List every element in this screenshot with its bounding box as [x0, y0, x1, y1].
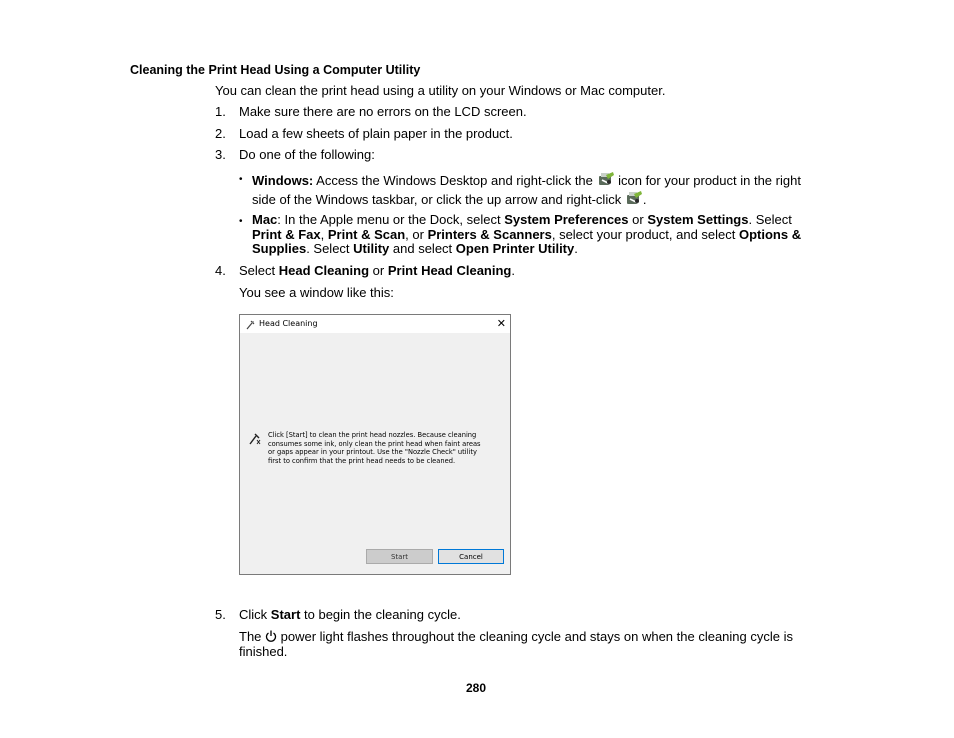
step-5-text: [239, 607, 461, 622]
dialog-titlebar: [240, 315, 510, 333]
step-5-bold: Start: [270, 607, 301, 622]
mac-text: . Select: [748, 212, 792, 227]
step-5-follow-part: power light flashes throughout the cleaning cycle and stays on when the cleaning cycle is finished.: [239, 629, 793, 659]
brush-icon: [246, 318, 256, 333]
cancel-button[interactable]: Cancel: [438, 549, 504, 564]
bullet-windows: [252, 171, 812, 209]
mac-text: , or: [405, 226, 428, 242]
power-icon: [265, 630, 277, 642]
mac-text: .: [574, 241, 578, 256]
mac-bold: System Preferences: [504, 212, 629, 227]
step-1-text: Make sure there are no errors on the LCD screen.: [239, 104, 527, 119]
step-2-number: 2.: [215, 126, 226, 141]
bullet-dot: •: [239, 174, 243, 185]
printer-utility-icon: [625, 190, 643, 208]
step-5-part: Click: [239, 607, 271, 622]
windows-text-c: .: [642, 192, 647, 207]
mac-text: , select your product, and select: [551, 226, 739, 242]
close-icon[interactable]: ✕: [496, 317, 506, 330]
mac-bold: Printers & Scanners: [427, 226, 552, 242]
page-number: 280: [466, 681, 487, 695]
step-5-part: to begin the cleaning cycle.: [300, 607, 461, 622]
mac-bold: System Settings: [647, 212, 749, 227]
step-4-number: 4.: [215, 263, 226, 278]
start-button[interactable]: Start: [366, 549, 433, 564]
mac-text: . Select: [306, 241, 354, 256]
step-4-followup: You see a window like this:: [239, 285, 394, 300]
step-4-bold: Print Head Cleaning: [387, 263, 512, 278]
step-5-followup: [239, 629, 809, 659]
printer-utility-icon: [597, 171, 615, 189]
bullet-dot: •: [239, 216, 243, 227]
step-4-text: [239, 263, 515, 278]
intro-text: You can clean the print head using a utility on your Windows or Mac computer.: [215, 83, 666, 98]
mac-text: or: [628, 212, 648, 227]
step-5-follow-part: The: [239, 629, 266, 644]
windows-label: Windows:: [252, 173, 314, 188]
mac-bold: Print & Fax: [252, 226, 321, 242]
step-5-number: 5.: [215, 607, 226, 622]
head-cleaning-dialog: [239, 314, 511, 575]
brush-icon: [248, 432, 262, 449]
mac-bold: Utility: [353, 241, 390, 256]
dialog-title: Head Cleaning: [259, 319, 318, 328]
section-title: Cleaning the Print Head Using a Computer Utility: [130, 63, 421, 77]
mac-text: and select: [389, 241, 456, 256]
step-4-part: or: [369, 263, 388, 278]
windows-text-a: Access the Windows Desktop and right-click the: [313, 173, 597, 188]
step-2-text: Load a few sheets of plain paper in the product.: [239, 126, 513, 141]
mac-label: Mac: [252, 212, 278, 227]
mac-bold: Options & Supplies: [252, 226, 802, 256]
step-3-text: Do one of the following:: [239, 147, 375, 162]
step-4-part: .: [511, 263, 515, 278]
bullet-mac: [252, 213, 812, 257]
mac-bold: Open Printer Utility: [455, 241, 575, 256]
windows-text-b: icon for your product in the right side of the Windows taskbar, or click the up arrow and right-click: [252, 173, 801, 207]
dialog-message: Click [Start] to clean the print head nozzles. Because cleaning consumes some ink, only clean the print head when faint areas or gaps appear in your printout. Use the "Nozzle Check" utility first to confirm that the print head needs to be cleaned.: [268, 431, 481, 465]
step-4-part: Select: [239, 263, 279, 278]
step-4-bold: Head Cleaning: [278, 263, 370, 278]
mac-text: : In the Apple menu or the Dock, select: [277, 212, 505, 227]
mac-bold: Print & Scan: [327, 226, 406, 242]
step-3-number: 3.: [215, 147, 226, 162]
step-1-number: 1.: [215, 104, 226, 119]
mac-text: ,: [320, 226, 328, 242]
